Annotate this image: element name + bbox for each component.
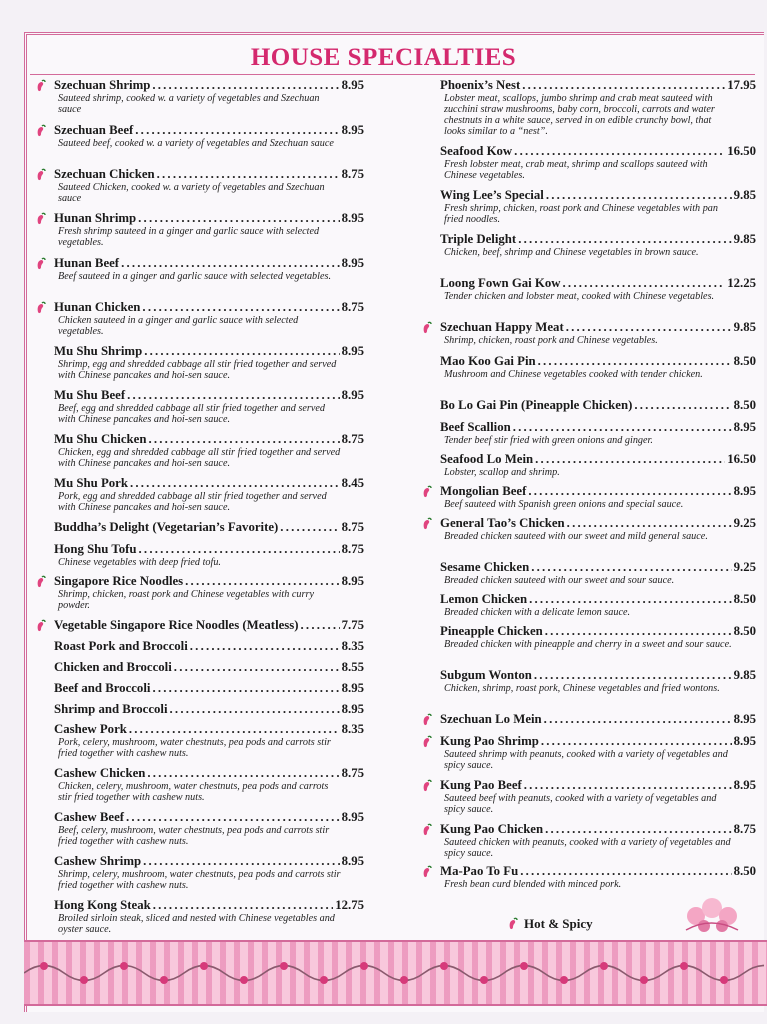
leader-dots — [538, 354, 732, 369]
menu-item-row — [34, 854, 364, 869]
menu-item-description: Chicken, shrimp, roast pork, Chinese vegetables and fried wontons. — [444, 683, 720, 694]
leader-dots — [520, 864, 731, 879]
menu-item-description: Beef sauteed with Spanish green onions and special sauce. — [444, 499, 684, 510]
menu-item-name: Szechuan Chicken — [54, 167, 155, 181]
pepper-icon — [34, 79, 48, 93]
menu-item-description: Breaded chicken sauteed with our sweet and mild general sauce. — [444, 531, 708, 542]
menu-item-price: 12.75 — [335, 898, 364, 912]
menu-item-price: 8.50 — [733, 592, 756, 606]
menu-item-name: Seafood Kow — [440, 144, 513, 158]
menu-item-phoenix-s-nest — [420, 78, 756, 137]
menu-item-description: Sauteed shrimp, cooked w. a variety of vegetables and Szechuan sauce — [58, 93, 320, 115]
pepper-icon — [506, 917, 520, 931]
leader-dots — [280, 520, 339, 535]
leader-dots — [534, 668, 732, 683]
menu-item-beef-and-broccoli — [34, 681, 364, 696]
menu-item-description: Beef, egg and shredded cabbage all stir fried together and served with Chinese pancakes and hoi-sen sauce. — [58, 403, 325, 425]
menu-item-row — [420, 864, 756, 879]
menu-item-name: Mu Shu Beef — [54, 388, 126, 402]
menu-item-price: 9.85 — [733, 232, 756, 246]
menu-item-seafood-lo-mein — [420, 452, 756, 478]
menu-item-name: Phoenix’s Nest — [440, 78, 521, 92]
menu-item-singapore-rice-noodles — [34, 574, 364, 611]
menu-item-shrimp-and-broccoli — [34, 702, 364, 717]
leader-dots — [301, 618, 340, 633]
menu-item-pineapple-chicken — [420, 624, 756, 650]
menu-item-price: 16.50 — [727, 452, 756, 466]
menu-item-price: 8.95 — [733, 734, 756, 748]
menu-item-row — [34, 344, 364, 359]
menu-item-name: General Tao’s Chicken — [440, 516, 565, 530]
menu-item-description: Chinese vegetables with deep fried tofu. — [58, 557, 221, 568]
leader-dots — [522, 78, 725, 93]
leader-dots — [190, 639, 340, 654]
menu-item-description: Sauteed Chicken, cooked w. a variety of vegetables and Szechuan sauce — [58, 182, 325, 204]
menu-item-description: Shrimp, chicken, roast pork and Chinese vegetables with curry powder. — [58, 589, 314, 611]
menu-item-description: Mushroom and Chinese vegetables cooked with tender chicken. — [444, 369, 703, 380]
menu-item-szechuan-chicken — [34, 167, 364, 204]
menu-item-kung-pao-chicken — [420, 822, 756, 859]
menu-item-description: Chicken, beef, shrimp and Chinese vegetables in brown sauce. — [444, 247, 699, 258]
menu-item-hunan-beef — [34, 256, 364, 282]
menu-item-price: 8.95 — [733, 420, 756, 434]
menu-item-seafood-kow — [420, 144, 756, 181]
menu-item-row — [420, 778, 756, 793]
leader-dots — [634, 398, 731, 413]
menu-item-price: 12.25 — [727, 276, 756, 290]
menu-item-mu-shu-beef — [34, 388, 364, 425]
menu-item-name: Lemon Chicken — [440, 592, 528, 606]
menu-item-price: 9.85 — [733, 320, 756, 334]
menu-item-cashew-pork — [34, 722, 364, 759]
menu-item-hunan-chicken — [34, 300, 364, 337]
menu-item-row — [34, 618, 364, 633]
menu-item-name: Vegetable Singapore Rice Noodles (Meatless) — [54, 618, 299, 632]
menu-item-description: Chicken, celery, mushroom, water chestnuts, pea pods and carrots stir fried together with cashew nuts. — [58, 781, 329, 803]
menu-item-mongolian-beef — [420, 484, 756, 510]
menu-item-name: Mu Shu Chicken — [54, 432, 147, 446]
menu-item-description: Lobster meat, scallops, jumbo shrimp and crab meat sauteed with zucchini straw mushrooms, baby corn, broccoli, carrots and water chestnuts in a white sauce, served in on edible crunchy bowl, that looks similar to a “nest”. — [444, 93, 715, 137]
menu-item-row — [34, 898, 364, 913]
leader-dots — [531, 560, 731, 575]
pepper-icon — [420, 779, 434, 793]
leader-dots — [147, 766, 339, 781]
menu-item-description: Fresh bean curd blended with minced pork. — [444, 879, 622, 890]
menu-item-price: 8.50 — [733, 398, 756, 412]
leader-dots — [513, 420, 732, 435]
menu-item-price: 8.95 — [341, 211, 364, 225]
menu-item-row — [420, 420, 756, 435]
menu-item-name: Hunan Beef — [54, 256, 120, 270]
menu-item-price: 17.95 — [727, 78, 756, 92]
menu-item-kung-pao-beef — [420, 778, 756, 815]
menu-item-name: Wing Lee’s Special — [440, 188, 544, 202]
menu-item-name: Cashew Pork — [54, 722, 127, 736]
menu-item-wing-lee-s-special — [420, 188, 756, 225]
leader-dots — [545, 624, 732, 639]
cherub-ornament-icon — [676, 886, 746, 934]
menu-item-price: 9.85 — [733, 668, 756, 682]
leader-dots — [121, 256, 340, 271]
leader-dots — [567, 516, 732, 531]
menu-item-row — [420, 188, 756, 203]
menu-item-name: Beef and Broccoli — [54, 681, 151, 695]
pepper-icon — [34, 575, 48, 589]
menu-item-beef-scallion — [420, 420, 756, 446]
menu-item-chicken-and-broccoli — [34, 660, 364, 675]
pepper-icon — [420, 485, 434, 499]
menu-item-mu-shu-shrimp — [34, 344, 364, 381]
menu-item-row — [420, 624, 756, 639]
leader-dots — [152, 78, 339, 93]
menu-item-row — [420, 320, 756, 335]
menu-item-row — [34, 722, 364, 737]
menu-item-name: Singapore Rice Noodles — [54, 574, 184, 588]
menu-item-price: 8.95 — [341, 256, 364, 270]
menu-item-row — [34, 476, 364, 491]
menu-item-description: Shrimp, celery, mushroom, water chestnuts, pea pods and carrots stir fried together with cashew nuts. — [58, 869, 341, 891]
leader-dots — [518, 232, 731, 247]
menu-item-price: 9.25 — [733, 516, 756, 530]
leader-dots — [185, 574, 339, 589]
menu-item-price: 8.95 — [341, 681, 364, 695]
menu-item-row — [420, 560, 756, 575]
leader-dots — [153, 898, 333, 913]
leader-dots — [529, 592, 731, 607]
menu-item-name: Cashew Beef — [54, 810, 125, 824]
menu-item-sesame-chicken — [420, 560, 756, 586]
menu-item-row — [34, 660, 364, 675]
leader-dots — [563, 276, 726, 291]
menu-item-description: Chicken sauteed in a ginger and garlic sauce with selected vegetables. — [58, 315, 299, 337]
menu-item-name: Loong Fown Gai Kow — [440, 276, 561, 290]
hot-spicy-legend — [506, 916, 593, 932]
menu-item-price: 8.55 — [341, 660, 364, 674]
menu-item-description: Broiled sirloin steak, sliced and nested with Chinese vegetables and oyster sauce. — [58, 913, 335, 935]
menu-item-name: Hong Kong Steak — [54, 898, 151, 912]
pepper-icon — [34, 257, 48, 271]
menu-item-name: Chicken and Broccoli — [54, 660, 172, 674]
menu-item-description: Shrimp, chicken, roast pork and Chinese vegetables. — [444, 335, 658, 346]
pepper-icon — [34, 124, 48, 138]
leader-dots — [148, 432, 339, 447]
menu-item-name: Pineapple Chicken — [440, 624, 543, 638]
menu-item-name: Hunan Chicken — [54, 300, 141, 314]
page-title: HOUSE SPECIALTIES — [250, 44, 517, 71]
menu-item-name: Cashew Shrimp — [54, 854, 142, 868]
menu-item-row — [34, 810, 364, 825]
menu-item-row — [420, 734, 756, 749]
menu-item-name: Hunan Shrimp — [54, 211, 137, 225]
menu-item-name: Hong Shu Tofu — [54, 542, 137, 556]
menu-item-szechuan-beef — [34, 123, 364, 149]
menu-item-row — [34, 574, 364, 589]
menu-item-szechuan-shrimp — [34, 78, 364, 115]
pepper-icon — [420, 735, 434, 749]
menu-item-row — [420, 144, 756, 159]
menu-item-name: Buddha’s Delight (Vegetarian’s Favorite) — [54, 520, 279, 534]
menu-item-description: Sauteed beef, cooked w. a variety of vegetables and Szechuan sauce — [58, 138, 334, 149]
menu-item-row — [34, 542, 364, 557]
menu-item-name: Bo Lo Gai Pin (Pineapple Chicken) — [440, 398, 633, 412]
menu-item-row — [34, 388, 364, 403]
menu-item-row — [420, 592, 756, 607]
menu-item-name: Sesame Chicken — [440, 560, 530, 574]
pepper-icon — [34, 212, 48, 226]
menu-item-name: Kung Pao Shrimp — [440, 734, 539, 748]
menu-item-cashew-shrimp — [34, 854, 364, 891]
leader-dots — [127, 388, 339, 403]
menu-item-description: Fresh shrimp, chicken, roast pork and Chinese vegetables with pan fried noodles. — [444, 203, 718, 225]
menu-item-roast-pork-and-broccoli — [34, 639, 364, 654]
leader-dots — [544, 712, 732, 727]
menu-item-price: 8.95 — [341, 344, 364, 358]
menu-item-price: 8.95 — [341, 574, 364, 588]
menu-item-description: Pork, egg and shredded cabbage all stir fried together and served with Chinese pancakes and hoi-sen sauce. — [58, 491, 327, 513]
menu-item-name: Beef Scallion — [440, 420, 511, 434]
menu-item-description: Fresh shrimp sauteed in a ginger and garlic sauce with selected vegetables. — [58, 226, 320, 248]
menu-item-price: 8.50 — [733, 864, 756, 878]
pepper-icon — [420, 517, 434, 531]
menu-item-cashew-chicken — [34, 766, 364, 803]
menu-item-row — [34, 123, 364, 138]
menu-item-price: 8.95 — [341, 78, 364, 92]
menu-item-row — [34, 78, 364, 93]
menu-item-hong-shu-tofu — [34, 542, 364, 568]
menu-item-name: Seafood Lo Mein — [440, 452, 534, 466]
menu-item-szechuan-lo-mein — [420, 712, 756, 727]
leader-dots — [152, 681, 339, 696]
menu-item-description: Breaded chicken with a delicate lemon sauce. — [444, 607, 631, 618]
menu-item-row — [420, 516, 756, 531]
menu-item-price: 8.35 — [341, 722, 364, 736]
menu-item-price: 8.95 — [341, 702, 364, 716]
menu-item-row — [34, 681, 364, 696]
menu-item-price: 8.95 — [341, 388, 364, 402]
menu-item-row — [34, 256, 364, 271]
leader-dots — [545, 822, 731, 837]
menu-item-row — [420, 452, 756, 467]
menu-item-row — [420, 822, 756, 837]
menu-item-description: Sauteed chicken with peanuts, cooked with a variety of vegetables and spicy sauce. — [444, 837, 731, 859]
menu-item-row — [34, 167, 364, 182]
menu-item-mao-koo-gai-pin — [420, 354, 756, 380]
menu-item-row — [34, 520, 364, 535]
menu-item-price: 8.45 — [341, 476, 364, 490]
menu-item-name: Szechuan Lo Mein — [440, 712, 542, 726]
leader-dots — [514, 144, 725, 159]
menu-item-row — [420, 232, 756, 247]
menu-item-row — [420, 668, 756, 683]
menu-item-row — [420, 712, 756, 727]
menu-item-mu-shu-chicken — [34, 432, 364, 469]
menu-item-description: Breaded chicken sauteed with our sweet and sour sauce. — [444, 575, 675, 586]
menu-item-triple-delight — [420, 232, 756, 258]
menu-item-name: Mongolian Beef — [440, 484, 527, 498]
leader-dots — [135, 123, 339, 138]
menu-item-price: 8.95 — [341, 854, 364, 868]
menu-item-price: 8.95 — [341, 123, 364, 137]
menu-item-description: Sauteed shrimp with peanuts, cooked with a variety of vegetables and spicy sauce. — [444, 749, 728, 771]
menu-item-price: 7.75 — [341, 618, 364, 632]
menu-item-price: 8.35 — [341, 639, 364, 653]
menu-item-name: Kung Pao Chicken — [440, 822, 544, 836]
pepper-icon — [420, 321, 434, 335]
menu-item-description: Sauteed beef with peanuts, cooked with a variety of vegetables and spicy sauce. — [444, 793, 717, 815]
menu-item-bo-lo-gai-pin-pineapple-chicken — [420, 398, 756, 413]
legend-label: Hot & Spicy — [524, 916, 593, 931]
menu-item-price: 8.50 — [733, 354, 756, 368]
menu-item-price: 9.25 — [733, 560, 756, 574]
menu-item-name: Szechuan Happy Meat — [440, 320, 564, 334]
menu-item-name: Subgum Wonton — [440, 668, 532, 682]
menu-item-price: 8.75 — [341, 520, 364, 534]
leader-dots — [170, 702, 340, 717]
menu-item-name: Mao Koo Gai Pin — [440, 354, 536, 368]
menu-item-kung-pao-shrimp — [420, 734, 756, 771]
menu-item-description: Fresh lobster meat, crab meat, shrimp and scallops sauteed with Chinese vegetables. — [444, 159, 708, 181]
pepper-icon — [420, 823, 434, 837]
menu-item-price: 8.75 — [341, 766, 364, 780]
menu-item-name: Szechuan Beef — [54, 123, 134, 137]
menu-item-row — [420, 78, 756, 93]
title-rule — [30, 74, 755, 75]
menu-item-description: Shrimp, egg and shredded cabbage all stir fried together and served with Chinese pancakes and hoi-sen sauce. — [58, 359, 337, 381]
menu-item-name: Shrimp and Broccoli — [54, 702, 168, 716]
menu-item-description: Tender beef stir fried with green onions and ginger. — [444, 435, 653, 446]
menu-item-price: 16.50 — [727, 144, 756, 158]
menu-item-price: 9.85 — [733, 188, 756, 202]
pepper-icon — [34, 168, 48, 182]
menu-item-row — [34, 432, 364, 447]
menu-item-price: 8.75 — [341, 542, 364, 556]
leader-dots — [535, 452, 725, 467]
leader-dots — [524, 778, 732, 793]
menu-item-description: Beef sauteed in a ginger and garlic sauce with selected vegetables. — [58, 271, 332, 282]
menu-item-price: 8.95 — [733, 778, 756, 792]
menu-item-row — [34, 702, 364, 717]
menu-item-szechuan-happy-meat — [420, 320, 756, 346]
menu-item-price: 8.95 — [341, 810, 364, 824]
menu-item-price: 8.75 — [341, 300, 364, 314]
pepper-icon — [420, 713, 434, 727]
pepper-icon — [34, 619, 48, 633]
leader-dots — [144, 344, 339, 359]
menu-item-price: 8.75 — [341, 432, 364, 446]
menu-item-description: Tender chicken and lobster meat, cooked with Chinese vegetables. — [444, 291, 715, 302]
menu-item-subgum-wonton — [420, 668, 756, 694]
leader-dots — [142, 300, 339, 315]
menu-item-vegetable-singapore-rice-noodles-meatless — [34, 618, 364, 633]
menu-item-name: Cashew Chicken — [54, 766, 146, 780]
leader-dots — [541, 734, 732, 749]
menu-item-row — [420, 354, 756, 369]
menu-item-price: 8.50 — [733, 624, 756, 638]
leader-dots — [138, 211, 339, 226]
menu-item-hunan-shrimp — [34, 211, 364, 248]
decorative-floral-border — [24, 940, 767, 1006]
menu-item-general-tao-s-chicken — [420, 516, 756, 542]
menu-item-description: Beef, celery, mushroom, water chestnuts, pea pods and carrots stir fried together with cashew nuts. — [58, 825, 330, 847]
leader-dots — [566, 320, 732, 335]
leader-dots — [126, 810, 340, 825]
floral-vine-icon — [24, 958, 764, 988]
menu-item-name: Triple Delight — [440, 232, 517, 246]
menu-item-name: Szechuan Shrimp — [54, 78, 151, 92]
pepper-icon — [34, 301, 48, 315]
pepper-icon — [420, 865, 434, 879]
menu-item-row — [34, 766, 364, 781]
menu-item-price: 8.95 — [733, 484, 756, 498]
menu-item-name: Mu Shu Pork — [54, 476, 128, 490]
menu-item-name: Kung Pao Beef — [440, 778, 522, 792]
menu-item-name: Roast Pork and Broccoli — [54, 639, 188, 653]
leader-dots — [130, 476, 340, 491]
menu-item-description: Breaded chicken with pineapple and cherry in a sweet and sour sauce. — [444, 639, 732, 650]
menu-item-mu-shu-pork — [34, 476, 364, 513]
menu-item-row — [420, 398, 756, 413]
leader-dots — [157, 167, 340, 182]
menu-item-price: 8.95 — [733, 712, 756, 726]
menu-item-description: Chicken, egg and shredded cabbage all stir fried together and served with Chinese pancakes and hoi-sen sauce. — [58, 447, 341, 469]
leader-dots — [546, 188, 732, 203]
menu-item-row — [34, 211, 364, 226]
leader-dots — [139, 542, 340, 557]
menu-item-row — [420, 276, 756, 291]
menu-item-row — [34, 300, 364, 315]
menu-item-lemon-chicken — [420, 592, 756, 618]
menu-item-price: 8.75 — [341, 167, 364, 181]
menu-item-hong-kong-steak — [34, 898, 364, 935]
leader-dots — [528, 484, 731, 499]
menu-item-description: Pork, celery, mushroom, water chestnuts, pea pods and carrots stir fried together with cashew nuts. — [58, 737, 331, 759]
menu-item-price: 8.75 — [733, 822, 756, 836]
menu-item-buddha-s-delight-vegetarian-s-favorite — [34, 520, 364, 535]
menu-item-description: Lobster, scallop and shrimp. — [444, 467, 560, 478]
menu-item-cashew-beef — [34, 810, 364, 847]
menu-item-row — [420, 484, 756, 499]
menu-item-loong-fown-gai-kow — [420, 276, 756, 302]
menu-item-name: Mu Shu Shrimp — [54, 344, 143, 358]
leader-dots — [174, 660, 340, 675]
menu-item-row — [34, 639, 364, 654]
leader-dots — [129, 722, 340, 737]
leader-dots — [143, 854, 339, 869]
menu-item-name: Ma-Pao To Fu — [440, 864, 519, 878]
